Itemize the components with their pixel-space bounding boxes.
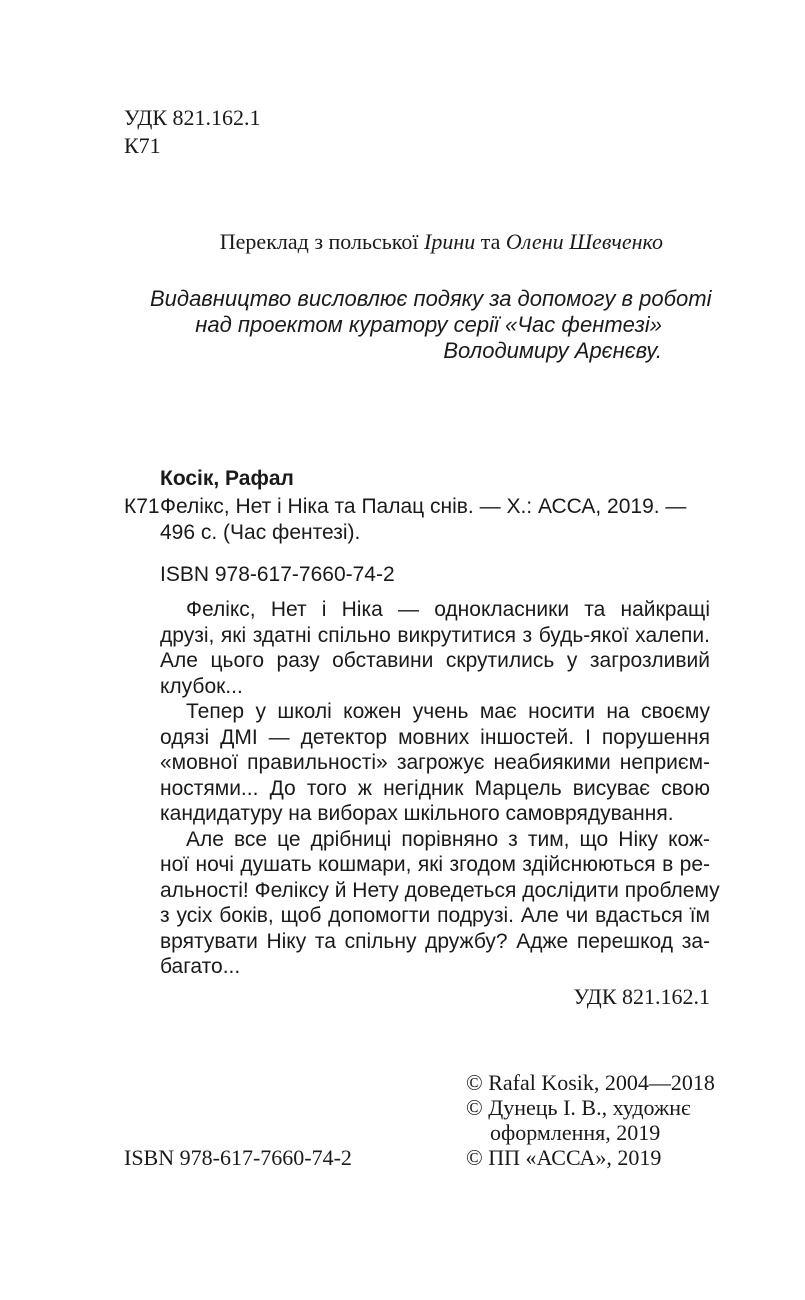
translator-name-2: Олени Шевченко bbox=[505, 229, 663, 254]
author-code: К71 bbox=[124, 133, 161, 158]
record-isbn: ISBN 978-617-7660-74-2 bbox=[160, 563, 395, 586]
annotation-line: кандидатуру на виборах шкільного самоврядування. bbox=[160, 802, 674, 825]
copyright-line: © Дунець І. В., художнє bbox=[466, 1095, 691, 1120]
copyright-line: © Rafal Kosik, 2004—2018 bbox=[466, 1070, 715, 1095]
annotation-line: ностями... До того ж негідник Марцель висуває свою bbox=[160, 776, 710, 800]
annotation-line: врятувати Ніку та спільну дружбу? Адже перешкод за- bbox=[160, 929, 710, 953]
author-heading: Косік, Рафал bbox=[160, 467, 294, 490]
record-title-line: Фелікс, Нет і Ніка та Палац снів. — Х.: АССА, 2019. — bbox=[160, 495, 687, 518]
udk-footer: УДК 821.162.1 bbox=[573, 984, 710, 1009]
translator-name-1: Ірини bbox=[424, 229, 476, 254]
isbn-footer: ISBN 978-617-7660-74-2 bbox=[124, 1145, 352, 1170]
annotation-line: Але цього разу обставини скрутились у загрозливий bbox=[160, 649, 710, 672]
acknowledgement-line: Володимиру Арєнєву. bbox=[443, 338, 662, 363]
record-author-code: К71 bbox=[124, 495, 160, 518]
annotation-line: клубок... bbox=[160, 674, 243, 698]
udk-header bbox=[124, 104, 261, 160]
copyright-block bbox=[466, 1070, 715, 1170]
record-title-line: 496 с. (Час фентезі). bbox=[160, 521, 361, 544]
annotation-line: одязі ДМІ — детектор мовних іншостей. І порушення bbox=[160, 725, 710, 749]
acknowledgement bbox=[150, 286, 712, 364]
annotation-line: Фелікс, Нет і Ніка — однокласники та найкращі bbox=[186, 598, 710, 621]
annotation-line: альності! Феліксу й Нету доведеться дослідити проблему bbox=[160, 878, 720, 902]
annotation-line: ної ночі душать кошмари, які згодом здійснюються в ре- bbox=[160, 853, 710, 876]
acknowledgement-line: над проектом куратору серії «Час фентезі» bbox=[195, 312, 662, 337]
copyright-line: © ПП «АССА», 2019 bbox=[466, 1145, 662, 1170]
annotation bbox=[160, 597, 720, 980]
copyright-line: оформлення, 2019 bbox=[490, 1120, 661, 1145]
annotation-line: друзі, які здатні спільно викрутитися з будь-якої халепи. bbox=[160, 623, 710, 647]
acknowledgement-line: Видавництво висловлює подяку за допомогу в роботі bbox=[150, 286, 712, 311]
annotation-line: Але все це дрібниці порівняно з тим, що Ніку кож- bbox=[186, 827, 710, 851]
annotation-line: багато... bbox=[160, 955, 241, 978]
translation-credit bbox=[0, 228, 663, 256]
translation-conjunction: та bbox=[475, 229, 506, 254]
annotation-line: з усіх боків, щоб допомогти подрузі. Але чи вдасться їм bbox=[160, 904, 710, 927]
annotation-line: «мовної правильності» загрожує неабиякими неприєм- bbox=[160, 751, 710, 774]
translation-prefix: Переклад з польської bbox=[219, 229, 424, 254]
annotation-line: Тепер у школі кожен учень має носити на своєму bbox=[186, 700, 710, 723]
udk-number: УДК 821.162.1 bbox=[124, 105, 261, 130]
